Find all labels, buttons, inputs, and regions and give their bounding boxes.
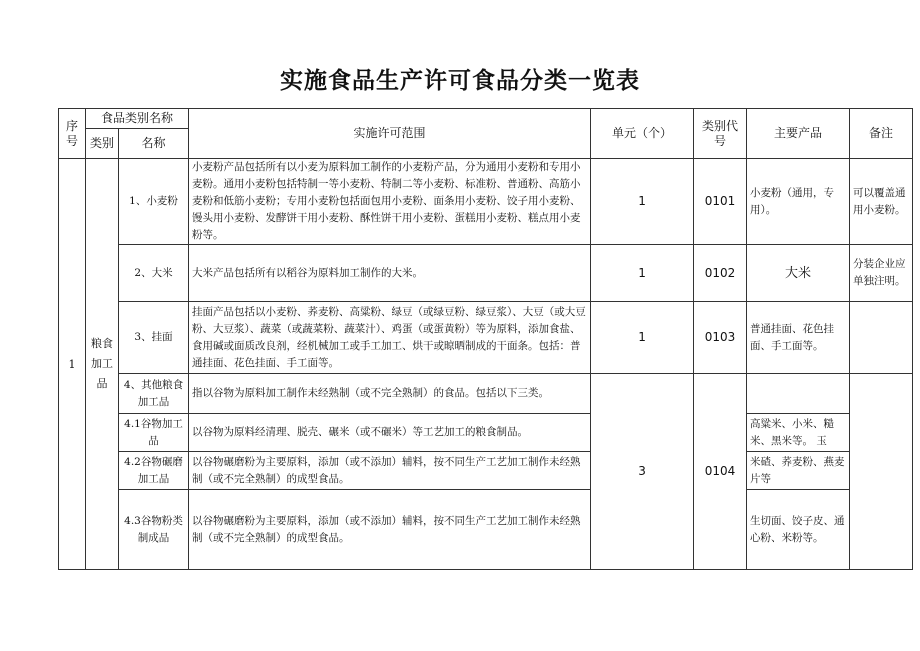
scope-cell: 以谷物碾磨粉为主要原料，添加（或不添加）辅料，按不同生产工艺加工制作未经熟制（或不完全熟制）的成型食品。	[189, 490, 591, 570]
table-row	[59, 414, 913, 452]
products-cell: 高粱米、小米、糙米、黑米等。 玉	[747, 414, 850, 452]
table-row	[59, 374, 913, 414]
scope-cell: 小麦粉产品包括所有以小麦为原料加工制作的小麦粉产品，分为通用小麦粉和专用小麦粉。通用小麦粉包括特制一等小麦粉、特制二等小麦粉、标准粉、普通粉、高筋小麦粉和低筋小麦粉；专用小麦粉包括面包用小麦粉、面条用小麦粉、饺子用小麦粉、馒头用小麦粉、发酵饼干用小麦粉、酥性饼干用小麦粉、蛋糕用小麦粉、糕点用小麦粉等。	[189, 159, 591, 245]
name-cell: 2、大米	[119, 245, 189, 302]
products-cell	[747, 374, 850, 414]
unit-cell: 1	[591, 302, 694, 374]
remarks-cell: 可以覆盖通用小麦粉。	[850, 159, 913, 245]
seq-cell: 1	[59, 159, 86, 570]
name-cell: 4.2谷物碾磨加工品	[119, 452, 189, 490]
page-title: 实施食品生产许可食品分类一览表	[280, 68, 640, 94]
header-seq: 序号	[59, 109, 86, 159]
header-name: 名称	[119, 129, 189, 159]
header-code: 类别代号	[694, 109, 747, 159]
scope-cell: 指以谷物为原料加工制作未经熟制（或不完全熟制）的食品。包括以下三类。	[189, 374, 591, 414]
table-row	[59, 490, 913, 570]
remarks-cell	[850, 302, 913, 374]
header-unit: 单元（个）	[591, 109, 694, 159]
products-cell: 生切面、饺子皮、通心粉、米粉等。	[747, 490, 850, 570]
scope-cell: 挂面产品包括以小麦粉、荞麦粉、高粱粉、绿豆（或绿豆粉、绿豆浆）、大豆（或大豆粉、大豆浆）、蔬菜（或蔬菜粉、蔬菜汁）、鸡蛋（或蛋黄粉）等为原料，添加食盐、食用碱或面质改良剂，经机械加工或手工加工、烘干或晾晒制成的干面条。包括：普通挂面、花色挂面、手工面等。	[189, 302, 591, 374]
remarks-cell	[850, 374, 913, 570]
products-cell: 大米	[747, 245, 850, 302]
code-cell: 0104	[694, 374, 747, 570]
products-cell: 米碴、荞麦粉、燕麦片等	[747, 452, 850, 490]
code-cell: 0102	[694, 245, 747, 302]
name-cell: 4.1谷物加工品	[119, 414, 189, 452]
unit-cell: 1	[591, 245, 694, 302]
header-scope: 实施许可范围	[189, 109, 591, 159]
header-category: 类别	[86, 129, 119, 159]
food-category-table	[58, 108, 913, 570]
table-row	[59, 452, 913, 490]
code-cell: 0103	[694, 302, 747, 374]
scope-cell: 大米产品包括所有以稻谷为原料加工制作的大米。	[189, 245, 591, 302]
table-row	[59, 302, 913, 374]
unit-cell: 3	[591, 374, 694, 570]
scope-cell: 以谷物为原料经清理、脱壳、碾米（或不碾米）等工艺加工的粮食制品。	[189, 414, 591, 452]
name-cell: 1、小麦粉	[119, 159, 189, 245]
code-cell: 0101	[694, 159, 747, 245]
scope-cell: 以谷物碾磨粉为主要原料，添加（或不添加）辅料，按不同生产工艺加工制作未经熟制（或不完全熟制）的成型食品。	[189, 452, 591, 490]
remarks-cell: 分装企业应单独注明。	[850, 245, 913, 302]
header-products: 主要产品	[747, 109, 850, 159]
name-cell: 4、其他粮食加工品	[119, 374, 189, 414]
table-row	[59, 159, 913, 245]
products-cell: 小麦粉（通用，专用）。	[747, 159, 850, 245]
unit-cell: 1	[591, 159, 694, 245]
name-cell: 3、挂面	[119, 302, 189, 374]
table-row	[59, 245, 913, 302]
category-cell: 粮食加工品	[86, 159, 119, 570]
header-category-group: 食品类别名称	[86, 109, 189, 129]
header-remarks: 备注	[850, 109, 913, 159]
products-cell: 普通挂面、花色挂面、手工面等。	[747, 302, 850, 374]
name-cell: 4.3谷物粉类制成品	[119, 490, 189, 570]
